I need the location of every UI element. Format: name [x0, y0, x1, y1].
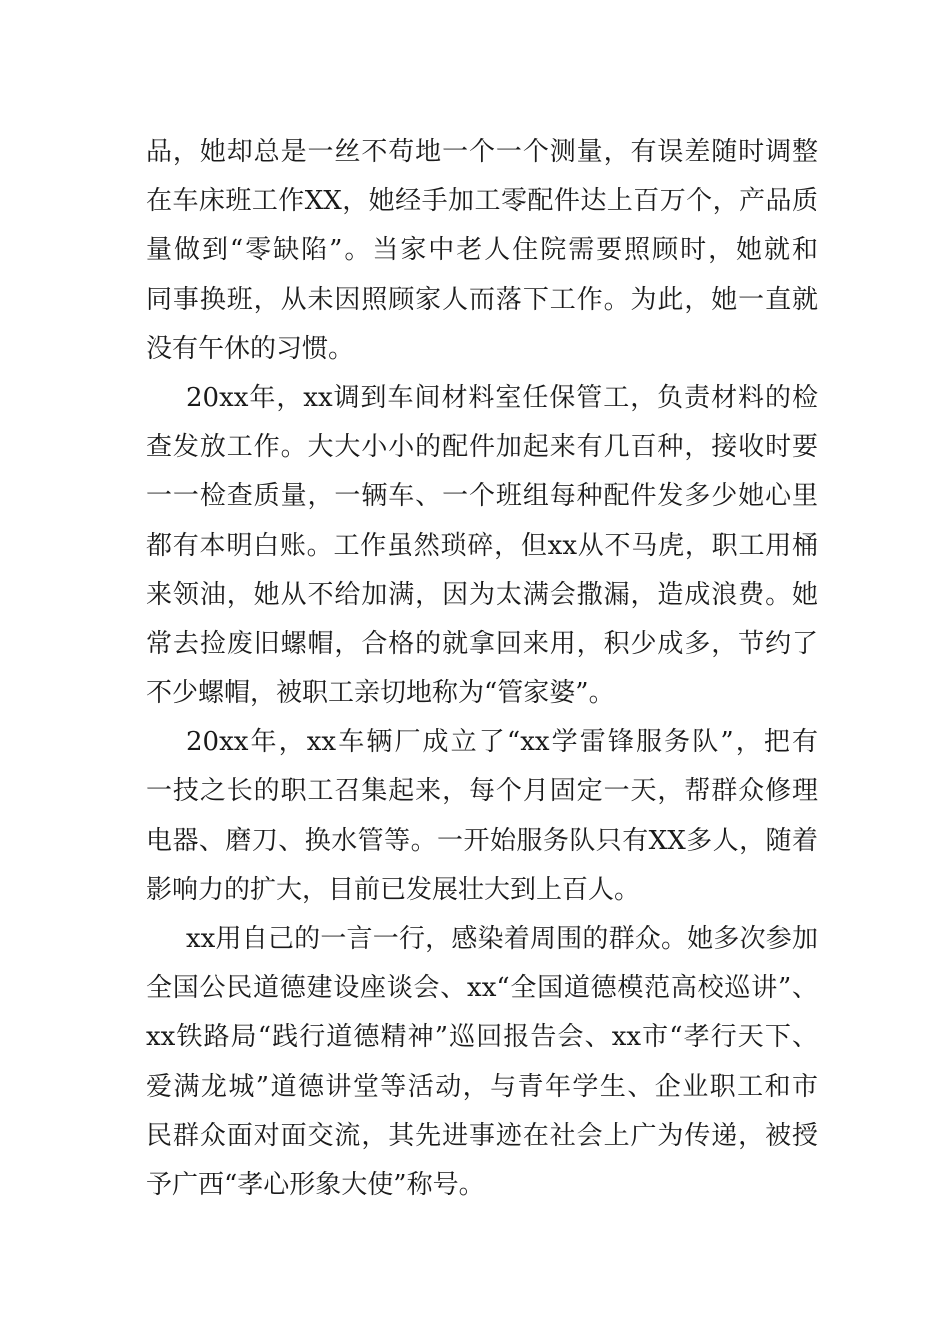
text-line: 量做到“零缺陷”。当家中老人住院需要照顾时，她就和	[146, 235, 818, 266]
text-line: 民群众面对面交流，其先进事迹在社会上广为传递，被授	[146, 1120, 818, 1151]
text-line: 20xx年，xx调到车间材料室任保管工，负责材料的检	[186, 382, 818, 413]
paragraph-2	[146, 374, 818, 718]
document-body	[146, 128, 818, 1210]
text-line: 影响力的扩大，目前已发展壮大到上百人。	[146, 874, 641, 905]
paragraph-3	[146, 718, 818, 915]
text-line: 不少螺帽，被职工亲切地称为“管家婆”。	[146, 678, 615, 709]
text-line: 全国公民道德建设座谈会、xx“全国道德模范高校巡讲”、	[146, 973, 818, 1004]
text-line: 没有午休的习惯。	[146, 333, 355, 364]
text-line: 品，她却总是一丝不苟地一个一个测量，有误差随时调整	[146, 137, 818, 167]
text-line: 常去捡废旧螺帽，合格的就拿回来用，积少成多，节约了	[146, 628, 818, 659]
paragraph-1	[146, 128, 818, 374]
text-line: 在车床班工作XX，她经手加工零配件达上百万个，产品质	[146, 186, 818, 217]
text-line: xx用自己的一言一行，感染着周围的群众。她多次参加	[186, 924, 818, 954]
text-line: 一一检查质量，一辆车、一个班组每种配件发多少她心里	[146, 481, 818, 512]
text-line: 20xx年，xx车辆厂成立了“xx学雷锋服务队”，把有	[186, 727, 818, 758]
text-line: 查发放工作。大大小小的配件加起来有几百种，接收时要	[146, 432, 818, 463]
text-line: 来领油，她从不给加满，因为太满会撒漏，造成浪费。她	[146, 579, 818, 610]
text-line: 爱满龙城”道德讲堂等活动，与青年学生、企业职工和市	[146, 1071, 818, 1102]
text-line: 予广西“孝心形象大使”称号。	[146, 1169, 485, 1200]
text-line: xx铁路局“践行道德精神”巡回报告会、xx市“孝行天下、	[146, 1022, 818, 1053]
paragraph-4	[146, 915, 818, 1210]
text-line: 同事换班，从未因照顾家人而落下工作。为此，她一直就	[146, 284, 818, 315]
text-line: 电器、磨刀、换水管等。一开始服务队只有XX多人，随着	[146, 825, 818, 856]
text-line: 都有本明白账。工作虽然琐碎，但xx从不马虎，职工用桶	[146, 530, 818, 561]
text-line: 一技之长的职工召集起来，每个月固定一天，帮群众修理	[146, 776, 818, 807]
